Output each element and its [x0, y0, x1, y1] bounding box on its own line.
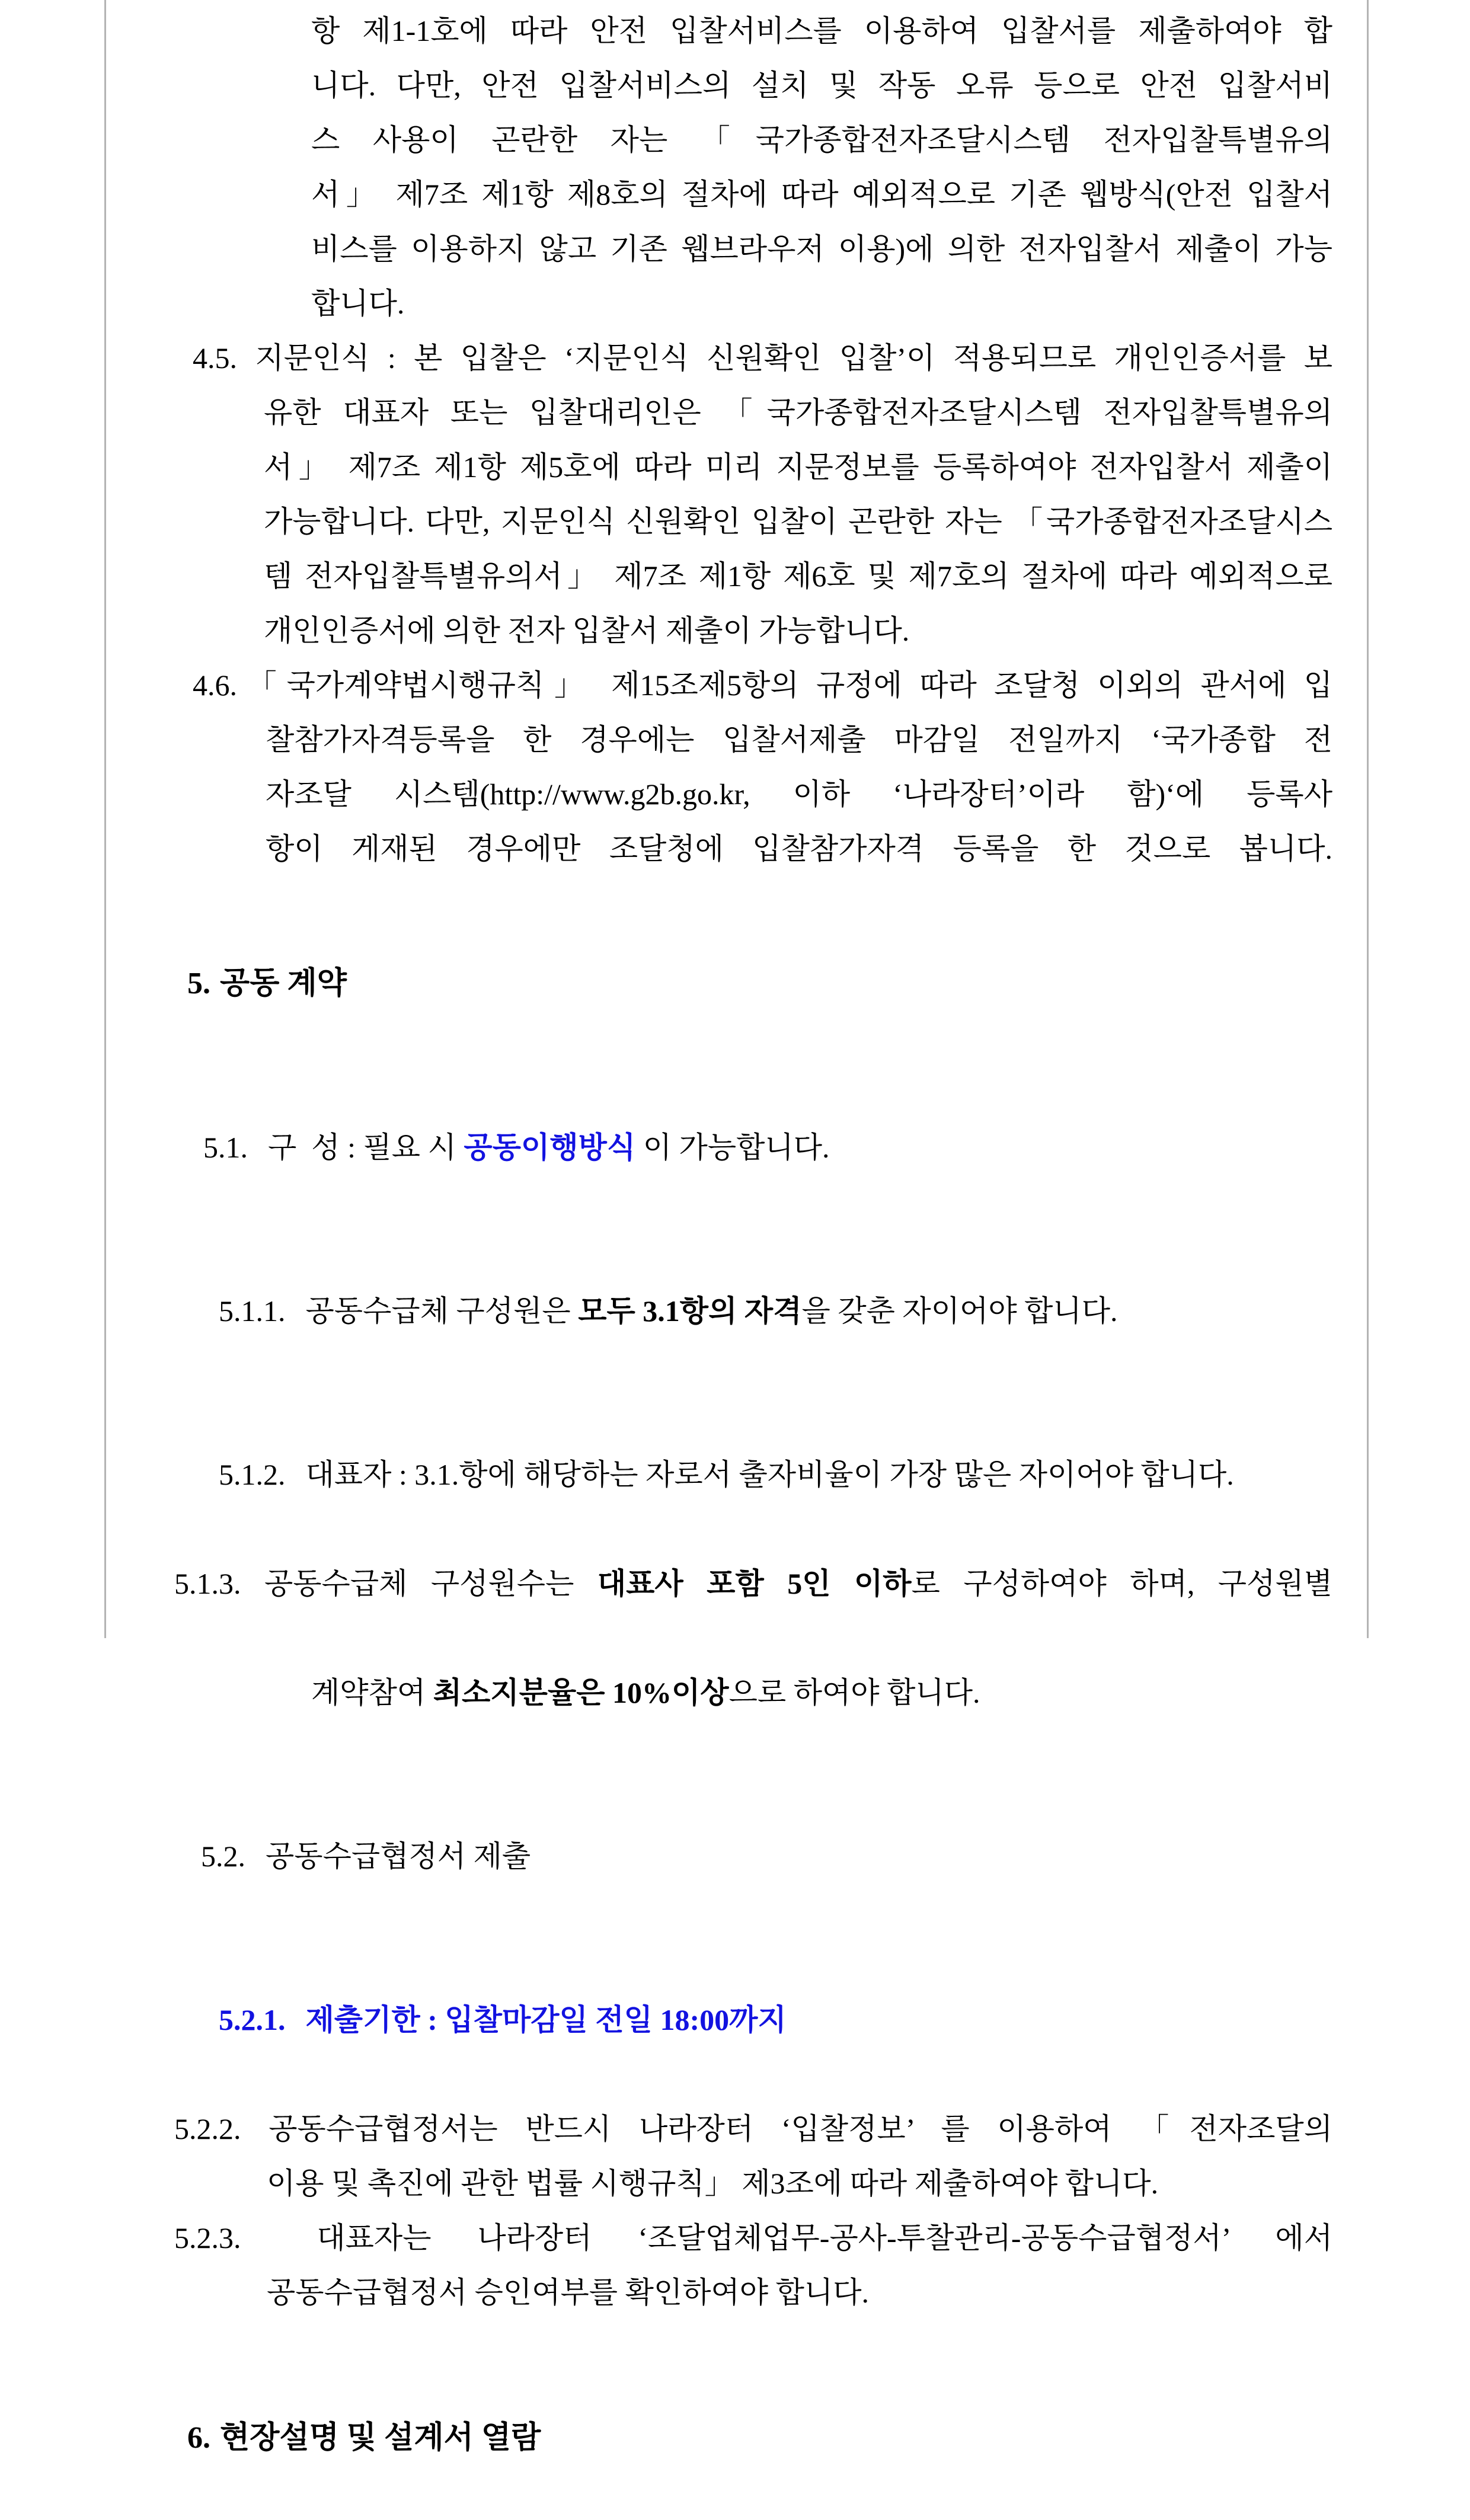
list-item-5-1-2 [174, 1393, 1332, 1556]
list-item-5-2-1 [174, 1938, 1332, 2102]
item-text: 지문인식 : 본 입찰은 ‘지문인식 신원확인 입찰’이 적용되므로 개인인증서를 보 [255, 341, 1333, 375]
item-number: 4.5. [193, 341, 237, 375]
section-number: 5. [187, 967, 210, 1000]
list-item-4-5-line: 유한 대표자 또는 입찰대리인은 「국가종합전자조달시스템 전자입찰특별유의 [264, 396, 1332, 429]
item-number: 4.6. [193, 669, 237, 702]
item-text: 공동수급협정서 제출 [266, 1840, 531, 1873]
list-item-4-5-line: 가능합니다. 다만, 지문인식 신원확인 입찰이 곤란한 자는 「국가종합전자조달시스 [264, 505, 1332, 538]
item-text: 「국가계약법시행규칙」 제15조제5항의 규정에 따라 조달청 이외의 관서에 입 [237, 669, 1332, 702]
item-number: 5.1. [203, 1131, 248, 1164]
section-spacer [0, 2320, 1470, 2356]
paragraph-4-4-line: 스 사용이 곤란한 자는 「국가종합전자조달시스템 전자입찰특별유의 [311, 123, 1332, 156]
paragraph-4-4-line: 서」 제7조 제1항 제8호의 절차에 따라 예외적으로 기존 웹방식(안전 입찰서 [311, 178, 1332, 211]
list-item-5-1-3-line [267, 1611, 1332, 1774]
item-text: 공동수급협정서는 반드시 나라장터 ‘입찰정보’ 를 이용하여 「전자조달의 [269, 2112, 1332, 2145]
list-item-5-1 [159, 1066, 1332, 1229]
list-item-5-1-1 [174, 1229, 1332, 1393]
paragraph-4-4-line: 니다. 다만, 안전 입찰서비스의 설치 및 작동 오류 등으로 안전 입찰서비 [311, 69, 1332, 102]
section-title: 공동 계약 [220, 967, 347, 1000]
section-heading-5 [141, 902, 1332, 1066]
item-text-bold: 모두 3.1항의 자격 [578, 1294, 802, 1328]
list-item-4-5-line: 템 전자입찰특별유의서」 제7조 제1항 제6호 및 제7호의 절차에 따라 예외적으로 [264, 559, 1332, 593]
section-spacer [0, 876, 1470, 902]
joint-performance-highlight: 공동이행방식 [464, 1131, 636, 1164]
item-text: 공동수급체 구성원수는 [264, 1567, 597, 1600]
item-text: 으로 하여야 합니다. [728, 1676, 980, 1709]
item-text-bold: 대표사 포함 5인 이하 [597, 1567, 912, 1600]
item-number: 5.1.1. [219, 1294, 286, 1328]
list-item-4-5 [193, 331, 1332, 385]
list-item-4-6-line: 찰참가자격등록을 한 경우에는 입찰서제출 마감일 전일까지 ‘국가종합 전 [266, 723, 1332, 756]
item-number: 5.2. [201, 1840, 245, 1873]
section-heading-6 [141, 2356, 1332, 2520]
list-item-5-2-3-line: 공동수급협정서 승인여부를 확인하여야 합니다. [267, 2276, 869, 2309]
list-item-4-6 [193, 658, 1332, 712]
list-item-4-5-line: 서」 제7조 제1항 제5호에 따라 미리 지문정보를 등록하여야 전자입찰서 제출이 [264, 450, 1332, 484]
list-item-4-5-line: 개인인증서에 의한 전자 입찰서 제출이 가능합니다. [264, 614, 910, 647]
paragraph-4-4-line: 항 제1-1호에 따라 안전 입찰서비스를 이용하여 입찰서를 제출하여야 합 [311, 14, 1332, 47]
item-text: 대표자 : 3.1.항에 해당하는 자로서 출자비율이 가장 많은 자이어야 합니다. [305, 1458, 1234, 1491]
item-text-bold: 최소지분율은 10%이상 [433, 1676, 729, 1709]
paragraph-4-4-line: 합니다. [311, 287, 405, 320]
item-text: 이 가능합니다. [635, 1131, 830, 1164]
item-text: 을 갖춘 자이어야 합니다. [801, 1294, 1118, 1328]
item-text: 구 성 : 필요 시 [268, 1131, 464, 1164]
document-body [0, 4, 1470, 2520]
section-title: 현장설명 및 설계서 열람 [220, 2421, 541, 2455]
list-item-4-6-line: 자조달 시스템(http://www.g2b.go.kr, 이하 ‘나라장터’이라 함)‘에 등록사 [266, 778, 1332, 811]
list-item-5-2-2 [174, 2102, 1332, 2156]
paragraph-4-4-line: 비스를 이용하지 않고 기존 웹브라우저 이용)에 의한 전자입찰서 제출이 가능 [311, 232, 1332, 266]
list-item-5-2-3 [174, 2211, 1332, 2265]
section-number: 6. [187, 2421, 210, 2455]
item-text: 대표자는 나라장터 ‘조달업체업무-공사-투찰관리-공동수급협정서’ 에서 [317, 2221, 1332, 2254]
item-number: 5.1.2. [219, 1458, 286, 1491]
item-text: 제출기한 : 입찰마감일 전일 18:00까지 [305, 2003, 787, 2036]
item-text: 공동수급체 구성원은 [305, 1294, 579, 1328]
list-item-5-1-3 [174, 1556, 1332, 1611]
item-number: 5.1.3. [174, 1567, 241, 1600]
item-number: 5.2.3. [174, 2221, 241, 2254]
list-item-5-2 [156, 1774, 1332, 1938]
list-item-5-2-2-line: 이용 및 촉진에 관한 법률 시행규칙」 제3조에 따라 제출하여야 합니다. [267, 2167, 1159, 2200]
item-text: 계약참여 [311, 1676, 433, 1709]
item-text: 로 구성하여야 하며, 구성원별 [911, 1567, 1333, 1600]
item-number: 5.2.2. [174, 2112, 241, 2145]
list-item-4-6-line: 항이 게재된 경우에만 조달청에 입찰참가자격 등록을 한 것으로 봅니다. [266, 832, 1332, 865]
item-number: 5.2.1. [219, 2003, 286, 2036]
